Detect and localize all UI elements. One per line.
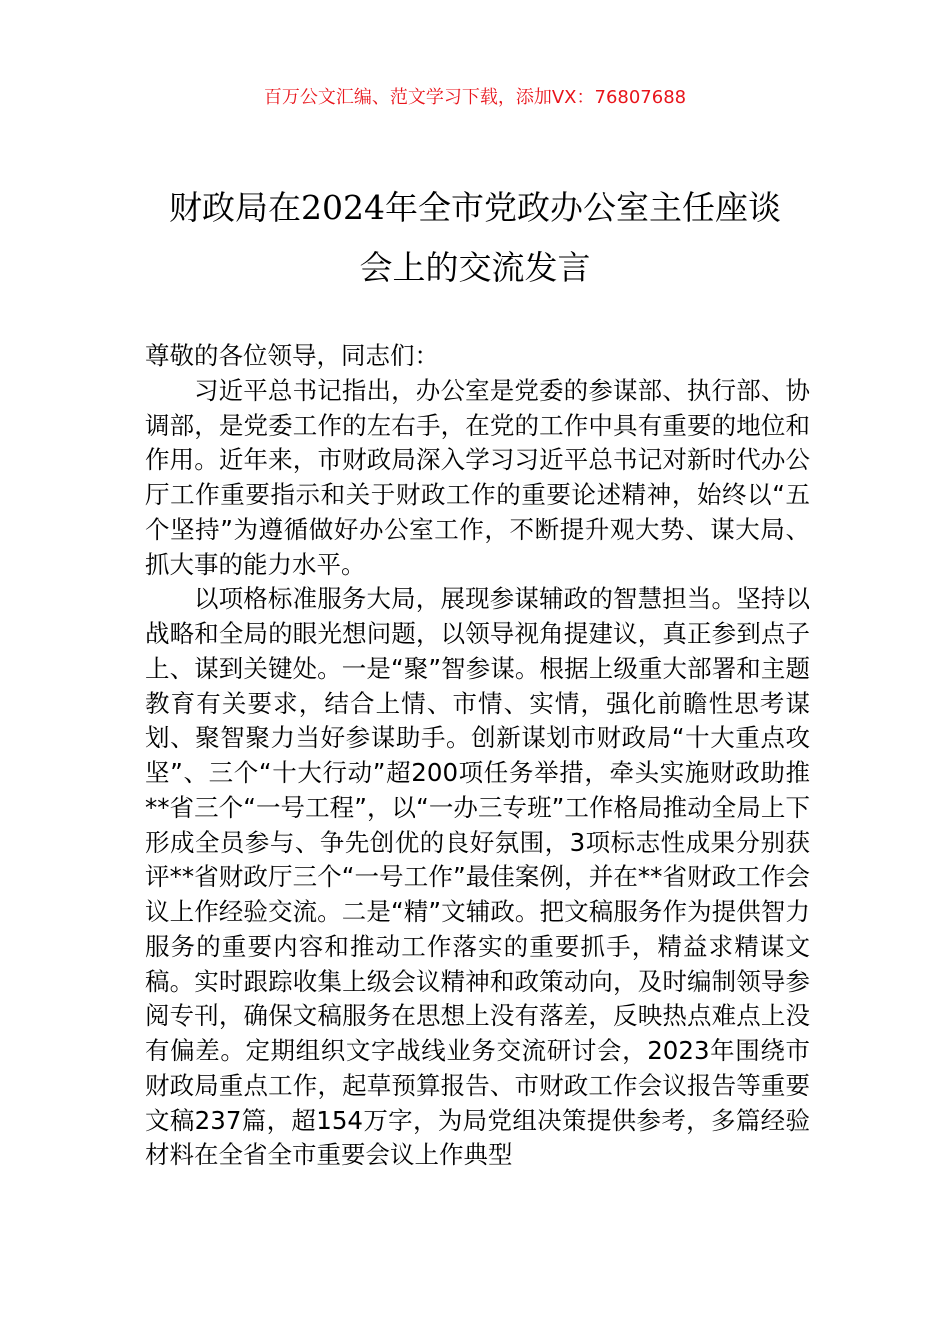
title-line-1: 财政局在2024年全市党政办公室主任座谈 bbox=[169, 188, 781, 227]
document-title bbox=[120, 178, 830, 298]
document-body bbox=[145, 339, 810, 1173]
paragraph-1: 习近平总书记指出，办公室是党委的参谋部、执行部、协调部，是党委工作的左右手，在党的工作中具有重要的地位和作用。近年来，市财政局深入学习习近平总书记对新时代办公厅工作重要指示和关于财政工作的重要论述精神，始终以“五个坚持”为遵循做好办公室工作，不断提升观大势、谋大局、抓大事的能力水平。 bbox=[145, 375, 810, 579]
title-line-2: 会上的交流发言 bbox=[359, 248, 591, 287]
salutation: 尊敬的各位领导，同志们： bbox=[145, 341, 439, 370]
header-watermark-note: 百万公文汇编、范文学习下载，添加VX：76807688 bbox=[263, 87, 687, 108]
paragraph-2: 以项格标准服务大局，展现参谋辅政的智慧担当。坚持以战略和全局的眼光想问题，以领导视角提建议，真正参到点子上、谋到关键处。一是“聚”智参谋。根据上级重大部署和主题教育有关要求，结合上情、市情、实情，强化前瞻性思考谋划、聚智聚力当好参谋助手。创新谋划市财政局“十大重点攻坚”、三个“十大行动”超200项任务举措，牵头实施财政助推**省三个“一号工程”，以“一办三专班”工作格局推动全局上下形成全员参与、争先创优的良好氛围，3项标志性成果分别获评**省财政厅三个“一号工作”最佳案例，并在**省财政工作会议上作经验交流。二是“精”文辅政。把文稿服务作为提供智力服务的重要内容和推动工作落实的重要抓手，精益求精谋文稿。实时跟踪收集上级会议精神和政策动向，及时编制领导参阅专刊，确保文稿服务在思想上没有落差，反映热点难点上没有偏差。定期组织文字战线业务交流研讨会，2023年围绕市财政局重点工作，起草预算报告、市财政工作会议报告等重要文稿237篇，超154万字，为局党组决策提供参考，多篇经验材料在全省全市重要会议上作典型 bbox=[145, 584, 810, 1170]
